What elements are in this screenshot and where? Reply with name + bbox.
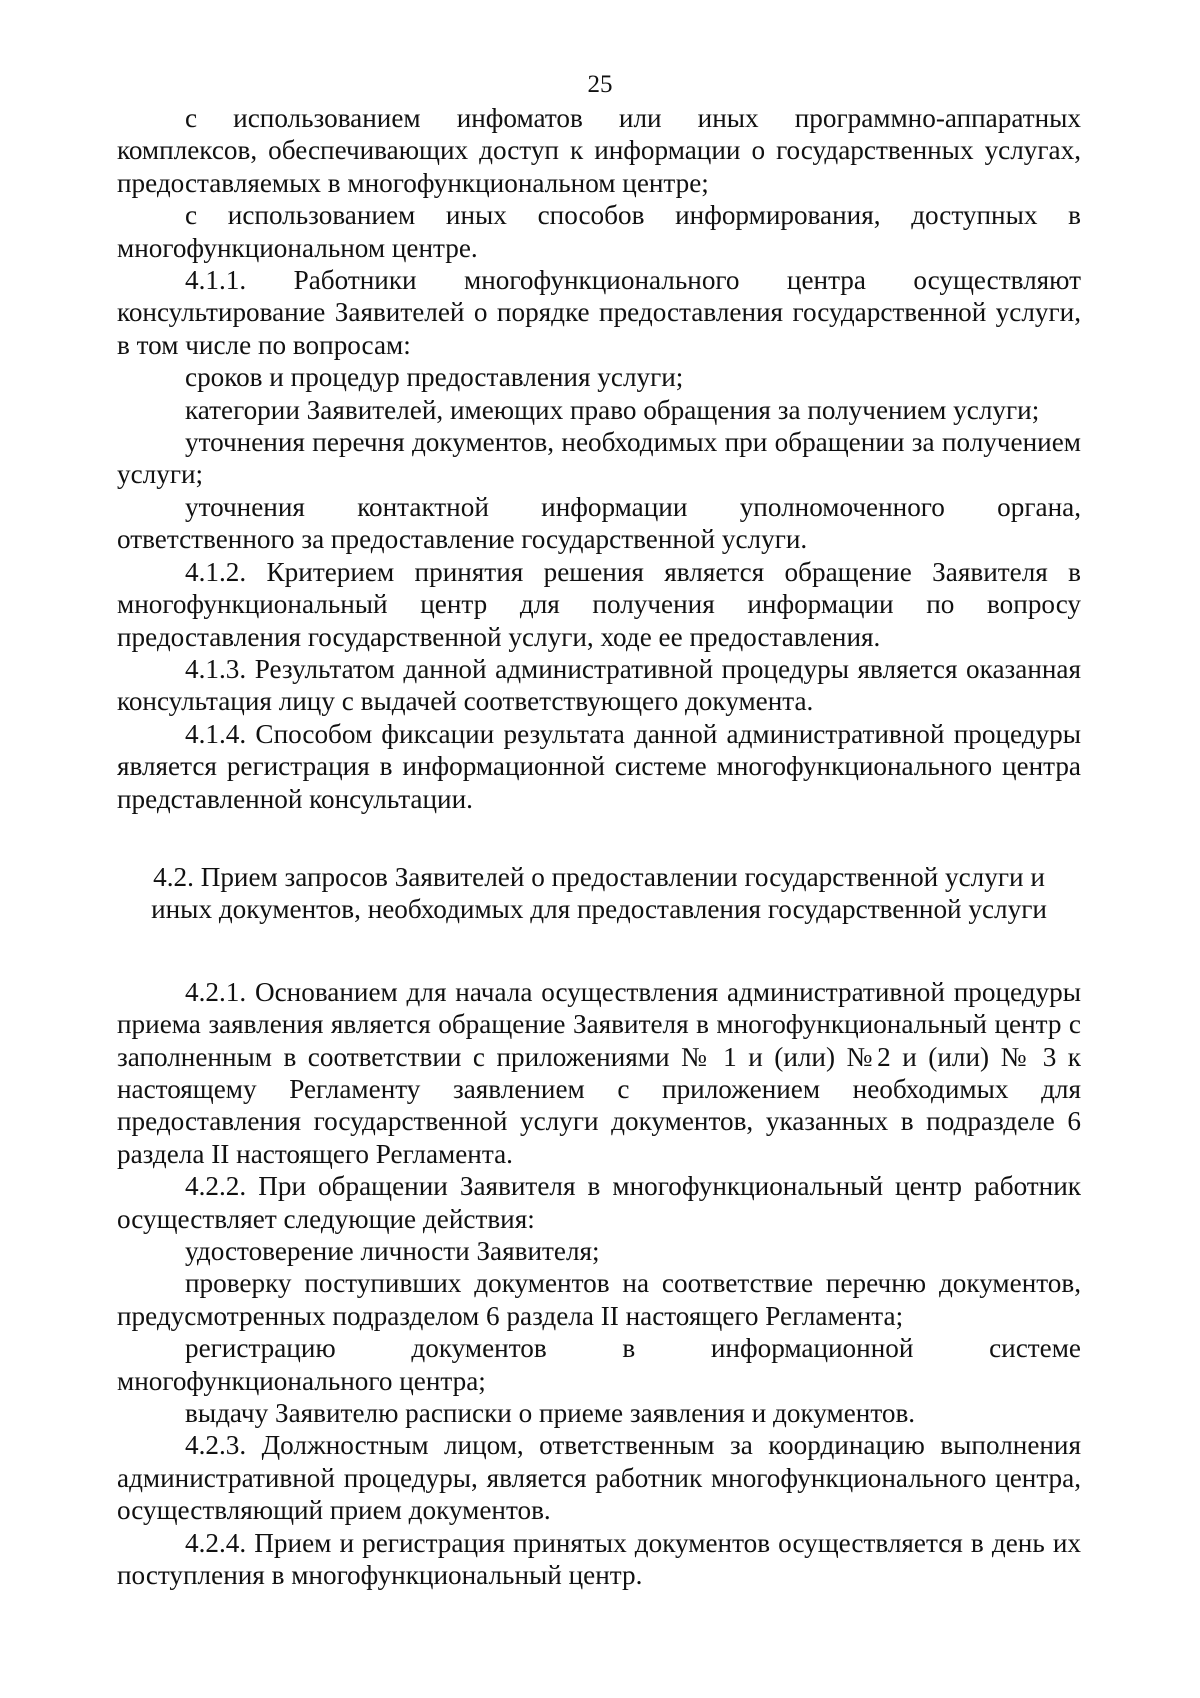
list-item-deadlines: сроков и процедур предоставления услуги; xyxy=(185,362,684,393)
list-item-receipt: выдачу Заявителю расписки о приеме заявления и документов. xyxy=(185,1398,916,1429)
paragraph-4-2-3: 4.2.3. Должностным лицом, ответственным за координацию выполнения административной процедуры, является работник многофункционального центра, осуществляющий прием документов. xyxy=(117,1430,1081,1526)
paragraph-4-2-4: 4.2.4. Прием и регистрация принятых документов осуществляется в день их поступления в многофункциональный центр. xyxy=(117,1527,1081,1591)
section-heading-4-2: 4.2. Прием запросов Заявителей о предоставлении государственной услуги и иных документов, необходимых для предоставления государственной услуги xyxy=(151,861,1047,925)
list-item-document-check: проверку поступивших документов на соответствие перечню документов, предусмотренных подразделом 6 раздела II настоящего Регламента; xyxy=(117,1268,1081,1331)
list-item-document-list: уточнения перечня документов, необходимых при обращении за получением услуги; xyxy=(117,427,1081,490)
paragraph-4-2-2: 4.2.2. При обращении Заявителя в многофункциональный центр работник осуществляет следующие действия: xyxy=(117,1171,1081,1234)
list-item-identity: удостоверение личности Заявителя; xyxy=(185,1236,600,1266)
list-item-registration: регистрацию документов в информационной системе многофункционального центра; xyxy=(117,1333,1081,1396)
document-body xyxy=(117,102,1081,1591)
paragraph-4-1-1: 4.1.1. Работники многофункционального центра осуществляют консультирование Заявителей о порядке предоставления государственной услуги, в том числе по вопросам: xyxy=(117,265,1081,360)
paragraph-infomats: с использованием инфоматов или иных программно-аппаратных комплексов, обеспечивающих доступ к информации о государственных услугах, предоставляемых в многофункциональном центре; xyxy=(117,103,1081,198)
paragraph-4-1-2: 4.1.2. Критерием принятия решения является обращение Заявителя в многофункциональный центр для получения информации по вопросу предоставления государственной услуги, ходе ее предоставления. xyxy=(117,556,1081,652)
paragraph-4-2-1: 4.2.1. Основанием для начала осуществления административной процедуры приема заявления является обращение Заявителя в многофункциональный центр с заполненным в соответствии с приложениями № 1 и (или) №2 и (или) № 3 к настоящему Регламенту заявлением с приложением необходимых для предоставления государственной услуги документов, указанных в подразделе 6 раздела II настоящего Регламента. xyxy=(117,976,1081,1169)
page-number: 25 xyxy=(587,71,613,98)
list-item-applicant-categories: категории Заявителей, имеющих право обращения за получением услуги; xyxy=(185,394,1040,425)
list-item-contact-info: уточнения контактной информации уполномоченного органа, ответственного за предоставление государственной услуги. xyxy=(117,491,1081,555)
paragraph-other-methods: с использованием иных способов информирования, доступных в многофункциональном центре. xyxy=(117,200,1081,263)
paragraph-4-1-4: 4.1.4. Способом фиксации результата данной административной процедуры является регистрация в информационной системе многофункционального центра представленной консультации. xyxy=(117,718,1081,814)
paragraph-4-1-3: 4.1.3. Результатом данной административной процедуры является оказанная консультация лицу с выдачей соответствующего документа. xyxy=(117,653,1081,717)
